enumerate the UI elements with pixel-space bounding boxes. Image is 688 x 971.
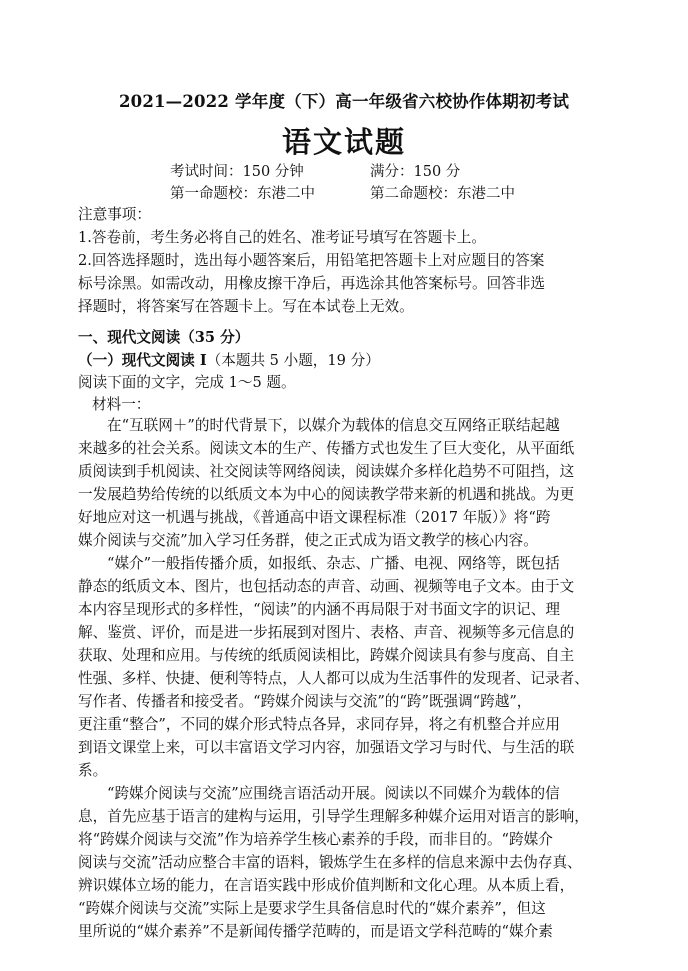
first-setter-school: 第一命题校：东港二中	[170, 186, 315, 202]
notice-block	[78, 203, 618, 318]
passage-line: 来越多的社会关系。阅读文本的生产、传播方式也发生了巨大变化，从平面纸	[78, 440, 575, 457]
notice-line: 择题时，将答案写在答题卡上。写在本试卷上无效。	[78, 298, 414, 315]
part1-heading: 一、现代文阅读（35 分）	[78, 329, 250, 346]
passage-line: 媒介阅读与交流”加入学习任务群，使之正式成为语文教学的核心内容。	[78, 532, 538, 549]
passage-line: 系。	[78, 762, 108, 779]
passage-line: 性强、多样、快捷、便利等特点，人人都可以成为生活事件的发现者、记录者、	[78, 670, 589, 687]
passage-line: “跨媒介阅读与交流”应围绕言语活动开展。阅读以不同媒介为载体的信	[107, 785, 560, 802]
passage-line: “媒介”一般指传播介质，如报纸、杂志、广播、电视、网络等，既包括	[107, 555, 560, 572]
part1-sub-title: （一）现代文阅读 I	[78, 352, 207, 369]
passage-line: 写作者、传播者和接受者。“跨媒介阅读与交流”的“跨”既强调“跨越”，	[78, 693, 532, 710]
exam-title: 2021—2022 学年度（下）高一年级省六校协作体期初考试	[118, 92, 570, 111]
passage-line: 解、鉴赏、评价，而是进一步拓展到对图片、表格、声音、视频等多元信息的	[78, 624, 575, 641]
passage-line: 静态的纸质文本、图片，也包括动态的声音、动画、视频等电子文本。由于文	[78, 578, 575, 595]
passage	[78, 414, 618, 943]
passage-line: 到语文课堂上来，可以丰富语文学习内容，加强语文学习与时代、与生活的联	[78, 739, 575, 756]
part1-subheading	[78, 349, 380, 370]
notice-heading: 注意事项：	[78, 206, 151, 223]
passage-line: “跨媒介阅读与交流”实际上是要求学生具备信息时代的“媒介素养”，但这	[78, 900, 546, 917]
passage-line: 在“互联网＋”的时代背景下，以媒介为载体的信息交互网络正联结起越	[107, 417, 560, 434]
passage-line: 将“跨媒介阅读与交流”作为培养学生核心素养的手段，而非目的。“跨媒介	[78, 831, 553, 848]
subject-title: 语文试题	[281, 125, 406, 159]
passage-line: 本内容呈现形式的多样性，“阅读”的内涵不再局限于对书面文字的识记、理	[78, 601, 560, 618]
passage-line: 获取、处理和应用。与传统的纸质阅读相比，跨媒介阅读具有参与度高、自主	[78, 647, 575, 664]
exam-time: 考试时间：150 分钟	[170, 164, 304, 180]
passage-line: 质阅读到手机阅读、社交阅读等网络阅读，阅读媒介多样化趋势不可阻挡，这	[78, 463, 575, 480]
passage-line: 好地应对这一机遇与挑战，《普通高中语文课程标准（2017 年版）》将“跨	[78, 509, 551, 526]
notice-line: 标号涂黑。如需改动，用橡皮擦干净后，再选涂其他答案标号。回答非选	[78, 275, 546, 292]
instruction: 阅读下面的文字，完成 1～5 题。	[78, 374, 296, 391]
passage-line: 里所说的“媒介素养”不是新闻传播学范畴的，而是语文学科范畴的“媒介素	[78, 923, 553, 940]
passage-line: 更注重“整合”，不同的媒介形式特点各异，求同存异，将之有机整合并应用	[78, 716, 560, 733]
passage-line: 阅读与交流”活动应整合丰富的语料，锻炼学生在多样的信息来源中去伪存真、	[78, 854, 582, 871]
passage-line: 息，首先应基于语言的建构与运用，引导学生理解多种媒介运用对语言的影响，	[78, 808, 589, 825]
second-setter-school: 第二命题校：东港二中	[370, 186, 515, 202]
notice-line: 1.答卷前，考生务必将自己的姓名、准考证号填写在答题卡上。	[78, 229, 486, 246]
notice-line: 2.回答选择题时，选出每小题答案后，用铅笔把答题卡上对应题目的答案	[78, 252, 545, 269]
passage-line: 一发展趋势给传统的以纸质文本为中心的阅读教学带来新的机遇和挑战。为更	[78, 486, 575, 503]
material-label: 材料一：	[92, 396, 151, 413]
part1-sub-detail: （本题共 5 小题，19 分）	[206, 352, 380, 369]
full-score: 满分：150 分	[370, 164, 461, 180]
passage-line: 辨识媒体立场的能力，在言语实践中形成价值判断和文化心理。从本质上看，	[78, 877, 575, 894]
